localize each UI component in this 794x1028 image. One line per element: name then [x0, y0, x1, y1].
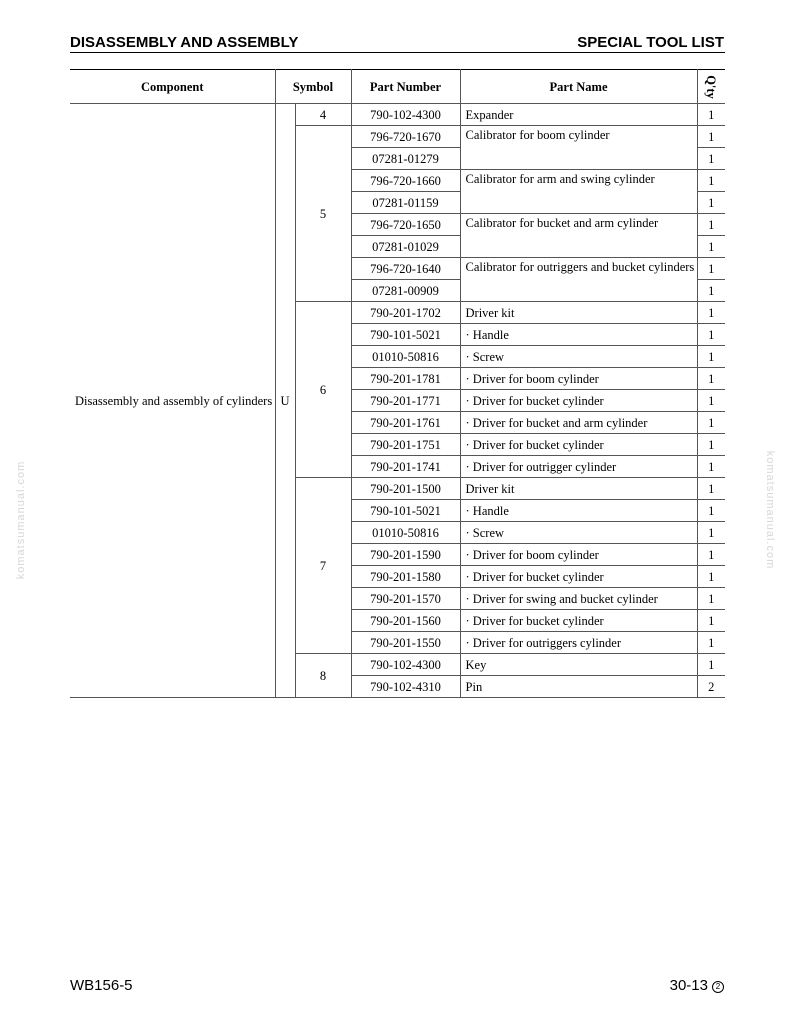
part-number-cell: 790-201-1741	[351, 456, 460, 478]
part-name-cell: Driver kit	[460, 478, 697, 500]
tool-group-number: 8	[295, 654, 351, 698]
part-name-cell: Key	[460, 654, 697, 676]
part-number-cell: 07281-01279	[351, 148, 460, 170]
part-number-cell: 790-201-1560	[351, 610, 460, 632]
quantity-cell: 1	[697, 390, 725, 412]
part-number-cell: 790-102-4310	[351, 676, 460, 698]
quantity-cell: 1	[697, 544, 725, 566]
part-number-cell: 796-720-1660	[351, 170, 460, 192]
watermark-left: komatsumanual.com	[15, 460, 27, 580]
column-header-part-number: Part Number	[351, 70, 460, 104]
part-name-cell: · Screw	[460, 522, 697, 544]
quantity-cell: 1	[697, 236, 725, 258]
table-header-row	[70, 70, 725, 104]
quantity-cell: 1	[697, 280, 725, 302]
part-number-cell: 790-201-1702	[351, 302, 460, 324]
part-name-cell: · Driver for outrigger cylinder	[460, 456, 697, 478]
quantity-cell: 2	[697, 676, 725, 698]
quantity-cell: 1	[697, 302, 725, 324]
symbol-cell: U	[275, 104, 295, 698]
part-number-cell: 796-720-1640	[351, 258, 460, 280]
quantity-cell: 1	[697, 434, 725, 456]
quantity-cell: 1	[697, 192, 725, 214]
quantity-cell: 1	[697, 654, 725, 676]
part-number-cell: 790-102-4300	[351, 104, 460, 126]
quantity-cell: 1	[697, 412, 725, 434]
part-number-cell: 790-102-4300	[351, 654, 460, 676]
quantity-cell: 1	[697, 500, 725, 522]
column-header-component: Component	[70, 70, 275, 104]
part-name-cell: · Handle	[460, 324, 697, 346]
part-name-cell: Calibrator for bucket and arm cylinder	[460, 214, 697, 258]
tool-group-number: 4	[295, 104, 351, 126]
part-number-cell: 790-201-1590	[351, 544, 460, 566]
part-number-cell: 790-201-1751	[351, 434, 460, 456]
quantity-cell: 1	[697, 258, 725, 280]
quantity-cell: 1	[697, 324, 725, 346]
qty-header-label: Q'ty	[704, 74, 719, 99]
section-title: DISASSEMBLY AND ASSEMBLY	[70, 34, 299, 51]
quantity-cell: 1	[697, 126, 725, 148]
quantity-cell: 1	[697, 346, 725, 368]
part-number-cell: 790-201-1580	[351, 566, 460, 588]
quantity-cell: 1	[697, 522, 725, 544]
component-cell: Disassembly and assembly of cylinders	[70, 104, 275, 698]
special-tool-table	[70, 69, 725, 698]
revision-mark: 2	[712, 981, 724, 993]
part-number-cell: 790-201-1761	[351, 412, 460, 434]
part-name-cell: · Driver for bucket and arm cylinder	[460, 412, 697, 434]
part-number-cell: 790-201-1781	[351, 368, 460, 390]
part-name-cell: · Screw	[460, 346, 697, 368]
quantity-cell: 1	[697, 214, 725, 236]
part-name-cell: Driver kit	[460, 302, 697, 324]
column-header-part-name: Part Name	[460, 70, 697, 104]
page-title: SPECIAL TOOL LIST	[577, 34, 724, 51]
tool-group-number: 5	[295, 126, 351, 302]
part-name-cell: · Handle	[460, 500, 697, 522]
part-number-cell: 796-720-1670	[351, 126, 460, 148]
quantity-cell: 1	[697, 588, 725, 610]
table-row	[70, 104, 725, 126]
part-name-cell: Calibrator for outriggers and bucket cylinders	[460, 258, 697, 302]
part-name-cell: · Driver for swing and bucket cylinder	[460, 588, 697, 610]
watermark-right: komatsumanual.com	[764, 450, 776, 570]
part-number-cell: 01010-50816	[351, 522, 460, 544]
part-name-cell: Calibrator for boom cylinder	[460, 126, 697, 170]
quantity-cell: 1	[697, 566, 725, 588]
model-number: WB156-5	[70, 977, 133, 994]
part-number-cell: 790-201-1500	[351, 478, 460, 500]
quantity-cell: 1	[697, 610, 725, 632]
part-number-cell: 790-101-5021	[351, 500, 460, 522]
header-rule	[70, 52, 725, 53]
part-number-cell: 796-720-1650	[351, 214, 460, 236]
part-number-cell: 790-201-1771	[351, 390, 460, 412]
tool-group-number: 7	[295, 478, 351, 654]
part-name-cell: Expander	[460, 104, 697, 126]
quantity-cell: 1	[697, 368, 725, 390]
quantity-cell: 1	[697, 104, 725, 126]
part-name-cell: · Driver for bucket cylinder	[460, 434, 697, 456]
table-body	[70, 104, 725, 698]
part-name-cell: · Driver for bucket cylinder	[460, 566, 697, 588]
tool-group-number: 6	[295, 302, 351, 478]
part-name-cell: · Driver for boom cylinder	[460, 368, 697, 390]
part-name-cell: · Driver for bucket cylinder	[460, 390, 697, 412]
column-header-symbol: Symbol	[275, 70, 351, 104]
part-number-cell: 790-201-1550	[351, 632, 460, 654]
part-name-cell: · Driver for boom cylinder	[460, 544, 697, 566]
quantity-cell: 1	[697, 478, 725, 500]
part-number-cell: 07281-01029	[351, 236, 460, 258]
quantity-cell: 1	[697, 170, 725, 192]
part-number-cell: 790-201-1570	[351, 588, 460, 610]
part-number-cell: 01010-50816	[351, 346, 460, 368]
part-name-cell: Calibrator for arm and swing cylinder	[460, 170, 697, 214]
page-number: 30-13	[669, 977, 708, 994]
part-name-cell: Pin	[460, 676, 697, 698]
column-header-qty	[697, 70, 725, 104]
quantity-cell: 1	[697, 148, 725, 170]
quantity-cell: 1	[697, 456, 725, 478]
quantity-cell: 1	[697, 632, 725, 654]
part-number-cell: 790-101-5021	[351, 324, 460, 346]
part-number-cell: 07281-01159	[351, 192, 460, 214]
part-name-cell: · Driver for bucket cylinder	[460, 610, 697, 632]
part-name-cell: · Driver for outriggers cylinder	[460, 632, 697, 654]
page-number-block	[670, 977, 724, 994]
part-number-cell: 07281-00909	[351, 280, 460, 302]
